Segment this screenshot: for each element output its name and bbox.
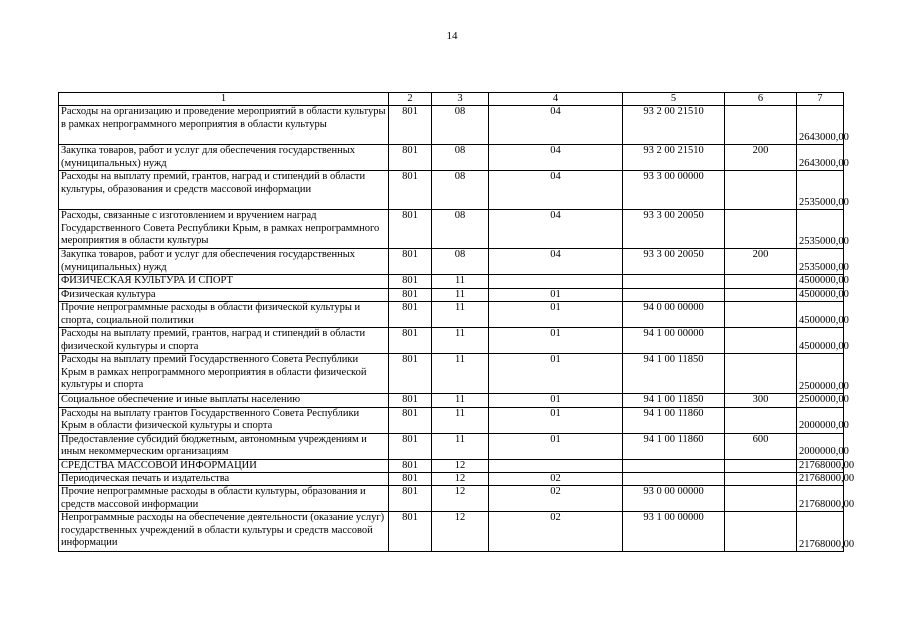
row-code-6: 300 <box>725 394 797 407</box>
row-amount: 2535000,00 <box>797 249 844 275</box>
header-col-7: 7 <box>797 93 844 106</box>
row-code-6 <box>725 459 797 472</box>
header-col-3: 3 <box>432 93 489 106</box>
row-amount: 2000000,00 <box>797 433 844 459</box>
row-code-5: 94 1 00 11860 <box>623 433 725 459</box>
row-code-5 <box>623 275 725 288</box>
budget-table <box>58 92 855 552</box>
row-amount: 4500000,00 <box>797 275 844 288</box>
row-amount: 2000000,00 <box>797 407 844 433</box>
row-amount: 4500000,00 <box>797 288 844 301</box>
row-code-4: 01 <box>489 288 623 301</box>
row-code-6 <box>725 275 797 288</box>
table-row <box>59 288 844 301</box>
row-code-4: 01 <box>489 354 623 394</box>
row-code-4 <box>489 275 623 288</box>
header-col-2: 2 <box>389 93 432 106</box>
row-name: Прочие непрограммные расходы в области культуры, образования и средств массовой информации <box>59 486 389 512</box>
row-code-4: 01 <box>489 407 623 433</box>
table-row <box>59 275 844 288</box>
row-name: Закупка товаров, работ и услуг для обеспечения государственных (муниципальных) нужд <box>59 145 389 171</box>
row-amount: 21768000,00 <box>797 473 844 486</box>
row-code-3: 08 <box>432 106 489 145</box>
table-row <box>59 106 844 145</box>
row-amount: 4500000,00 <box>797 302 844 328</box>
row-code-6: 200 <box>725 145 797 171</box>
row-code-3: 08 <box>432 145 489 171</box>
row-code-2: 801 <box>389 407 432 433</box>
table-row <box>59 486 844 512</box>
table-row <box>59 354 844 394</box>
row-name: Расходы на выплату премий, грантов, наград и стипендий в области культуры, образования и средств массовой информации <box>59 171 389 210</box>
row-code-5: 93 2 00 21510 <box>623 145 725 171</box>
row-code-4 <box>489 459 623 472</box>
row-code-2: 801 <box>389 249 432 275</box>
page-number: 14 <box>446 30 458 42</box>
row-amount: 2535000,00 <box>797 210 844 249</box>
row-name: ФИЗИЧЕСКАЯ КУЛЬТУРА И СПОРТ <box>59 275 389 288</box>
row-code-5 <box>623 459 725 472</box>
header-col-5: 5 <box>623 93 725 106</box>
row-code-2: 801 <box>389 512 432 552</box>
row-code-4: 04 <box>489 210 623 249</box>
table-row <box>59 407 844 433</box>
row-code-5: 94 1 00 11860 <box>623 407 725 433</box>
row-code-5: 94 1 00 11850 <box>623 394 725 407</box>
row-code-6 <box>725 171 797 210</box>
row-code-4: 04 <box>489 171 623 210</box>
row-code-2: 801 <box>389 275 432 288</box>
row-code-3: 08 <box>432 171 489 210</box>
row-code-2: 801 <box>389 106 432 145</box>
row-amount: 21768000,00 <box>797 512 844 552</box>
row-amount: 21768000,00 <box>797 459 844 472</box>
row-code-4: 04 <box>489 145 623 171</box>
row-code-5: 93 1 00 00000 <box>623 512 725 552</box>
row-amount: 2500000,00 <box>797 354 844 394</box>
row-code-2: 801 <box>389 210 432 249</box>
row-name: Предоставление субсидий бюджетным, автономным учреждениям и иным некоммерческим организациям <box>59 433 389 459</box>
row-code-4: 02 <box>489 486 623 512</box>
table-header-row <box>59 93 844 106</box>
row-code-3: 11 <box>432 328 489 354</box>
row-code-5: 93 3 00 20050 <box>623 210 725 249</box>
row-code-6 <box>725 486 797 512</box>
row-code-5: 93 0 00 00000 <box>623 486 725 512</box>
row-code-2: 801 <box>389 171 432 210</box>
table-row <box>59 512 844 552</box>
row-code-6 <box>725 210 797 249</box>
row-code-6 <box>725 106 797 145</box>
row-code-3: 08 <box>432 249 489 275</box>
row-code-5: 94 0 00 00000 <box>623 302 725 328</box>
row-name: Расходы, связанные с изготовлением и вручением наград Государственного Совета Республики Крым, в рамках непрограммного мероприятия в области культуры <box>59 210 389 249</box>
row-code-6 <box>725 512 797 552</box>
row-code-6 <box>725 328 797 354</box>
row-code-5 <box>623 473 725 486</box>
row-code-3: 12 <box>432 459 489 472</box>
row-code-4: 04 <box>489 106 623 145</box>
row-code-3: 11 <box>432 433 489 459</box>
row-code-5: 93 2 00 21510 <box>623 106 725 145</box>
row-amount: 21768000,00 <box>797 486 844 512</box>
row-code-4: 04 <box>489 249 623 275</box>
row-code-3: 12 <box>432 512 489 552</box>
row-code-3: 12 <box>432 473 489 486</box>
table-row <box>59 145 844 171</box>
row-name: Расходы на выплату грантов Государственного Совета Республики Крым в области физической культуры и спорта <box>59 407 389 433</box>
row-code-2: 801 <box>389 328 432 354</box>
row-code-6: 200 <box>725 249 797 275</box>
table-row <box>59 394 844 407</box>
row-code-4: 01 <box>489 302 623 328</box>
row-name: Расходы на выплату премий Государственного Совета Республики Крым в рамках непрограммного мероприятия в области физической культуры и спорта <box>59 354 389 394</box>
row-code-3: 11 <box>432 288 489 301</box>
row-code-3: 11 <box>432 275 489 288</box>
row-code-4: 02 <box>489 512 623 552</box>
table-row <box>59 433 844 459</box>
row-code-2: 801 <box>389 473 432 486</box>
row-code-2: 801 <box>389 302 432 328</box>
row-code-5: 94 1 00 00000 <box>623 328 725 354</box>
row-code-6 <box>725 288 797 301</box>
table-row <box>59 473 844 486</box>
row-code-3: 11 <box>432 302 489 328</box>
row-name: Социальное обеспечение и иные выплаты населению <box>59 394 389 407</box>
row-code-6 <box>725 473 797 486</box>
row-name: Расходы на организацию и проведение мероприятий в области культуры в рамках непрограммного мероприятия в области культуры <box>59 106 389 145</box>
row-code-4: 01 <box>489 328 623 354</box>
row-amount: 2643000,00 <box>797 106 844 145</box>
row-name: Прочие непрограммные расходы в области физической культуры и спорта, социальной политики <box>59 302 389 328</box>
row-code-2: 801 <box>389 433 432 459</box>
row-code-6 <box>725 354 797 394</box>
table-row <box>59 328 844 354</box>
row-code-3: 12 <box>432 486 489 512</box>
row-amount: 2643000,00 <box>797 145 844 171</box>
row-name: Расходы на выплату премий, грантов, наград и стипендий в области физической культуры и спорта <box>59 328 389 354</box>
row-code-2: 801 <box>389 394 432 407</box>
header-col-4: 4 <box>489 93 623 106</box>
table-row <box>59 459 844 472</box>
row-code-2: 801 <box>389 145 432 171</box>
table-row <box>59 302 844 328</box>
row-amount: 4500000,00 <box>797 328 844 354</box>
row-amount: 2535000,00 <box>797 171 844 210</box>
row-name: Закупка товаров, работ и услуг для обеспечения государственных (муниципальных) нужд <box>59 249 389 275</box>
row-code-6 <box>725 302 797 328</box>
table-row <box>59 249 844 275</box>
header-col-6: 6 <box>725 93 797 106</box>
row-code-4: 01 <box>489 394 623 407</box>
row-code-2: 801 <box>389 288 432 301</box>
row-code-4: 02 <box>489 473 623 486</box>
header-col-1: 1 <box>59 93 389 106</box>
row-name: СРЕДСТВА МАССОВОЙ ИНФОРМАЦИИ <box>59 459 389 472</box>
row-code-2: 801 <box>389 459 432 472</box>
row-code-3: 11 <box>432 407 489 433</box>
row-code-6 <box>725 407 797 433</box>
row-name: Физическая культура <box>59 288 389 301</box>
row-code-2: 801 <box>389 486 432 512</box>
row-code-3: 11 <box>432 394 489 407</box>
row-name: Непрограммные расходы на обеспечение деятельности (оказание услуг) государственных учреждений в области культуры и средств массовой информации <box>59 512 389 552</box>
row-code-2: 801 <box>389 354 432 394</box>
row-code-3: 08 <box>432 210 489 249</box>
row-code-5: 93 3 00 00000 <box>623 171 725 210</box>
row-code-3: 11 <box>432 354 489 394</box>
row-code-5: 93 3 00 20050 <box>623 249 725 275</box>
row-code-5: 94 1 00 11850 <box>623 354 725 394</box>
row-code-5 <box>623 288 725 301</box>
row-name: Периодическая печать и издательства <box>59 473 389 486</box>
row-code-4: 01 <box>489 433 623 459</box>
table-row <box>59 171 844 210</box>
row-code-6: 600 <box>725 433 797 459</box>
row-amount: 2500000,00 <box>797 394 844 407</box>
table-row <box>59 210 844 249</box>
